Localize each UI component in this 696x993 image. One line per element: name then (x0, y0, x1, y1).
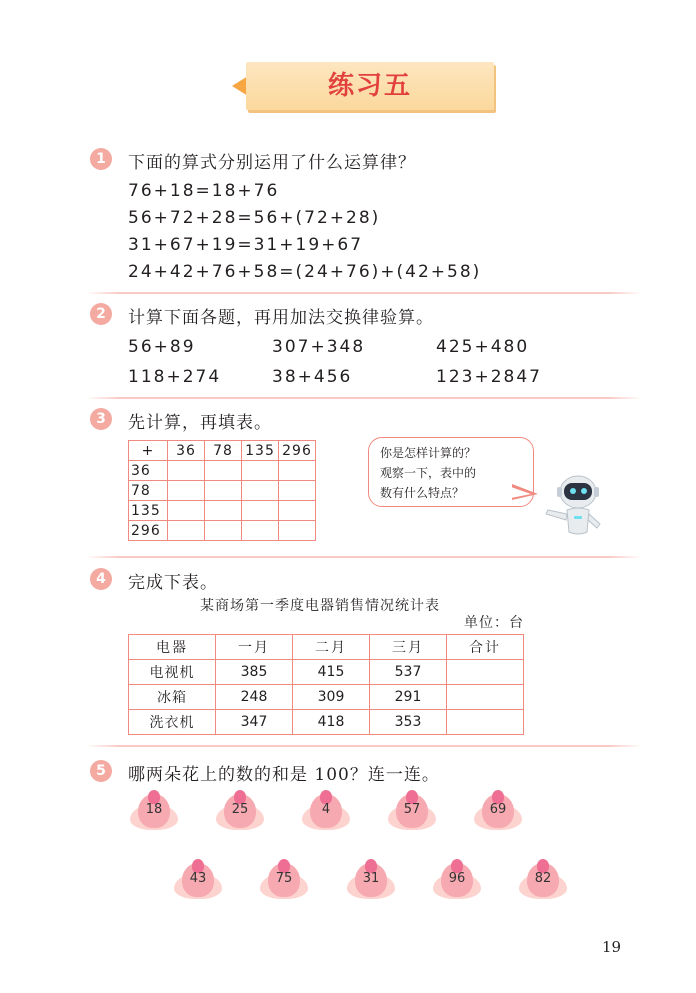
q2-expression: 56+89 (128, 337, 196, 357)
question-number-4: 4 (90, 568, 112, 590)
sales-value: 537 (370, 660, 447, 685)
flower-number: 18 (145, 802, 163, 817)
answer-cell[interactable] (205, 521, 242, 541)
bubble-text-line: 数有什么特点？ (380, 486, 465, 500)
answer-cell[interactable] (242, 521, 279, 541)
flower-top[interactable] (214, 788, 266, 832)
table-header-cell: 36 (168, 441, 205, 461)
robot-icon (540, 466, 610, 536)
unit-label: 单位：台 (464, 615, 524, 631)
addition-table (128, 440, 316, 541)
total-cell[interactable] (447, 660, 524, 685)
question-number-5: 5 (90, 760, 112, 782)
table-row (129, 461, 316, 481)
flower-number: 25 (231, 802, 249, 817)
table-header-cell: 78 (205, 441, 242, 461)
flower-bottom[interactable] (431, 857, 483, 901)
q2-expression: 425+480 (436, 337, 530, 357)
answer-cell[interactable] (168, 521, 205, 541)
bubble-text-line: 你是怎样计算的？ (380, 446, 477, 460)
flower-bottom[interactable] (172, 857, 224, 901)
answer-cell[interactable] (168, 461, 205, 481)
total-cell[interactable] (447, 685, 524, 710)
table-row (129, 660, 524, 685)
q1-equation-1: 76+18=18+76 (128, 181, 280, 201)
table-header-cell: 电器 (129, 635, 216, 660)
question-number-3: 3 (90, 408, 112, 430)
answer-cell[interactable] (279, 521, 316, 541)
speech-bubble-tail-inner (511, 487, 531, 498)
table-header-cell: 135 (242, 441, 279, 461)
question-2-text: 计算下面各题，再用加法交换律验算。 (128, 308, 434, 328)
appliance-name: 冰箱 (129, 685, 216, 710)
answer-cell[interactable] (279, 501, 316, 521)
flower-number: 96 (448, 871, 466, 886)
answer-cell[interactable] (242, 501, 279, 521)
sales-value: 418 (293, 710, 370, 735)
bubble-text-line: 观察一下，表中的 (380, 466, 477, 480)
page-number: 19 (602, 938, 622, 956)
flower-top[interactable] (472, 788, 524, 832)
table-row (129, 685, 524, 710)
table-header-cell: 三月 (370, 635, 447, 660)
answer-cell[interactable] (168, 481, 205, 501)
sales-table (128, 634, 524, 735)
q1-equation-3: 31+67+19=31+19+67 (128, 235, 364, 255)
flower-top[interactable] (128, 788, 180, 832)
q1-equation-4: 24+42+76+58=(24+76)+(42+58) (128, 262, 482, 282)
table-row (129, 441, 316, 461)
appliance-name: 洗衣机 (129, 710, 216, 735)
table-row (129, 710, 524, 735)
flower-number: 69 (489, 802, 507, 817)
question-number-1: 1 (90, 148, 112, 170)
q2-expression: 307+348 (272, 337, 366, 357)
flower-bottom[interactable] (345, 857, 397, 901)
row-header-cell: 135 (129, 501, 168, 521)
sales-value: 248 (216, 685, 293, 710)
section-divider (86, 292, 642, 294)
table-row (129, 635, 524, 660)
row-header-cell: 36 (129, 461, 168, 481)
sales-value: 309 (293, 685, 370, 710)
answer-cell[interactable] (168, 501, 205, 521)
table-header-cell: + (129, 441, 168, 461)
q2-expression: 38+456 (272, 367, 353, 387)
answer-cell[interactable] (242, 461, 279, 481)
table-header-cell: 二月 (293, 635, 370, 660)
sales-value: 385 (216, 660, 293, 685)
flower-number: 4 (321, 802, 331, 817)
question-number-2: 2 (90, 303, 112, 325)
sales-value: 347 (216, 710, 293, 735)
q2-expression: 118+274 (128, 367, 222, 387)
row-header-cell: 78 (129, 481, 168, 501)
table-header-cell: 合计 (447, 635, 524, 660)
flower-top[interactable] (300, 788, 352, 832)
sales-value: 415 (293, 660, 370, 685)
page-title: 练习五 (327, 71, 412, 101)
section-divider (86, 397, 642, 399)
q1-equation-2: 56+72+28=56+(72+28) (128, 208, 381, 228)
table-row (129, 501, 316, 521)
answer-cell[interactable] (205, 461, 242, 481)
sales-value: 353 (370, 710, 447, 735)
appliance-name: 电视机 (129, 660, 216, 685)
sales-value: 291 (370, 685, 447, 710)
q2-expression: 123+2847 (436, 367, 542, 387)
question-4-text: 完成下表。 (128, 573, 218, 593)
answer-cell[interactable] (279, 481, 316, 501)
flower-bottom[interactable] (517, 857, 569, 901)
section-divider (86, 556, 642, 558)
table-row (129, 481, 316, 501)
question-5-text: 哪两朵花上的数的和是 100？连一连。 (128, 765, 440, 785)
table-header-cell: 一月 (216, 635, 293, 660)
table-row (129, 521, 316, 541)
title-banner (232, 62, 494, 110)
answer-cell[interactable] (242, 481, 279, 501)
flower-bottom[interactable] (258, 857, 310, 901)
flower-number: 43 (189, 871, 207, 886)
row-header-cell: 296 (129, 521, 168, 541)
section-divider (86, 745, 642, 747)
answer-cell[interactable] (279, 461, 316, 481)
answer-cell[interactable] (205, 481, 242, 501)
answer-cell[interactable] (205, 501, 242, 521)
table-header-cell: 296 (279, 441, 316, 461)
question-1-text: 下面的算式分别运用了什么运算律？ (128, 153, 416, 173)
flower-number: 31 (362, 871, 380, 886)
table-caption: 某商场第一季度电器销售情况统计表 (200, 598, 440, 614)
flower-number: 75 (275, 871, 293, 886)
question-3-text: 先计算，再填表。 (128, 413, 272, 433)
flower-number: 82 (534, 871, 552, 886)
flower-number: 57 (403, 802, 421, 817)
flower-top[interactable] (386, 788, 438, 832)
total-cell[interactable] (447, 710, 524, 735)
